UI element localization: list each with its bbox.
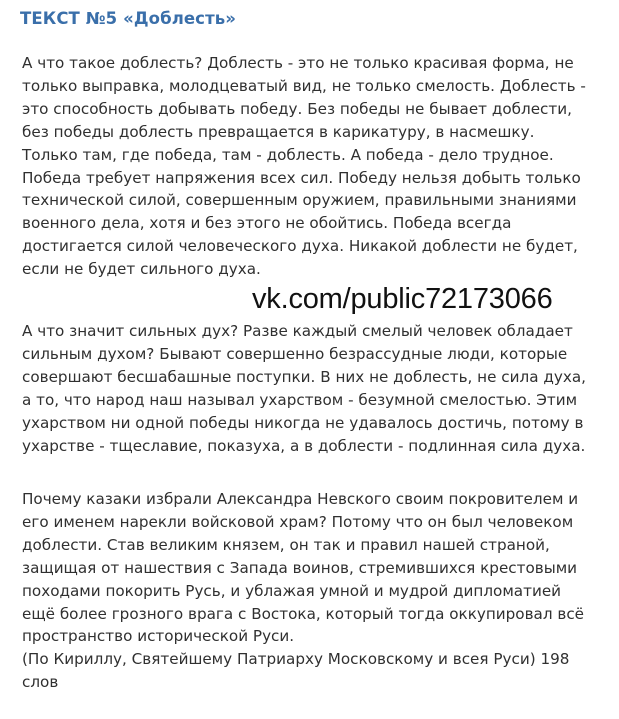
text-line: достигается силой человеческого духа. Никакой доблести не будет, — [22, 237, 578, 256]
paragraph-3 — [22, 488, 584, 694]
text-line: его именем нарекли войсковой храм? Потому что он был человеком — [22, 512, 574, 531]
text-line: только выправка, молодцеватый вид, не только смелость. Доблесть - — [22, 76, 586, 95]
text-line: а то, что народ наш называл ухарством - безумной смелостью. Этим — [22, 390, 578, 409]
text-line: совершают бесшабашные поступки. В них не доблесть, не сила духа, — [22, 367, 586, 386]
text-line: Почему казаки избрали Александра Невского своим покровителем и — [22, 490, 579, 508]
text-line: ухарстве - тщеславие, показуха, а в доблести - подлинная сила духа. — [22, 436, 586, 455]
source-attribution-line: слов — [22, 673, 59, 692]
text-line: пространство исторической Руси. — [22, 627, 295, 646]
text-line: военного дела, хотя и без этого не обойтись. Победа всегда — [22, 214, 512, 233]
text-line: Победа требует напряжения всех сил. Победу нельзя добыть только — [22, 168, 581, 187]
text-line: Только там, где победа, там - доблесть. А победа - дело трудное. — [22, 145, 554, 164]
text-line: если не будет сильного духа. — [22, 260, 261, 279]
paragraph-2 — [22, 320, 586, 457]
text-line: доблести. Став великим князем, он так и правил нашей страной, — [22, 535, 550, 554]
watermark-link: vk.com/public72173066 — [252, 283, 553, 315]
text-line: это способность добывать победу. Без победы не бывает доблести, — [22, 99, 572, 118]
paragraph-1 — [22, 52, 586, 281]
text-line: без победы доблесть превращается в карикатуру, в насмешку. — [22, 122, 535, 141]
text-line: защищая от нашествия с Запада воинов, стремившихся крестовыми — [22, 558, 578, 577]
source-attribution-line: (По Кириллу, Святейшему Патриарху Московскому и всея Руси) 198 — [22, 650, 570, 669]
text-line: ещё более грозного врага с Востока, который тогда оккупировал всё — [22, 604, 585, 623]
text-line: А что значит сильных дух? Разве каждый смелый человек обладает — [22, 322, 573, 340]
text-line: технической силой, совершенным оружием, правильными знаниями — [22, 191, 577, 210]
text-line: ухарством ни одной победы никогда не удавалось достичь, потому в — [22, 413, 584, 432]
text-line: сильным духом? Бывают совершенно безрассудные люди, которые — [22, 344, 568, 363]
text-line: походами покорить Русь, и ублажая умной и мудрой дипломатией — [22, 581, 562, 600]
text-line: А что такое доблесть? Доблесть - это не только красивая форма, не — [22, 54, 574, 72]
document-title: ТЕКСТ №5 «Доблесть» — [20, 9, 237, 28]
